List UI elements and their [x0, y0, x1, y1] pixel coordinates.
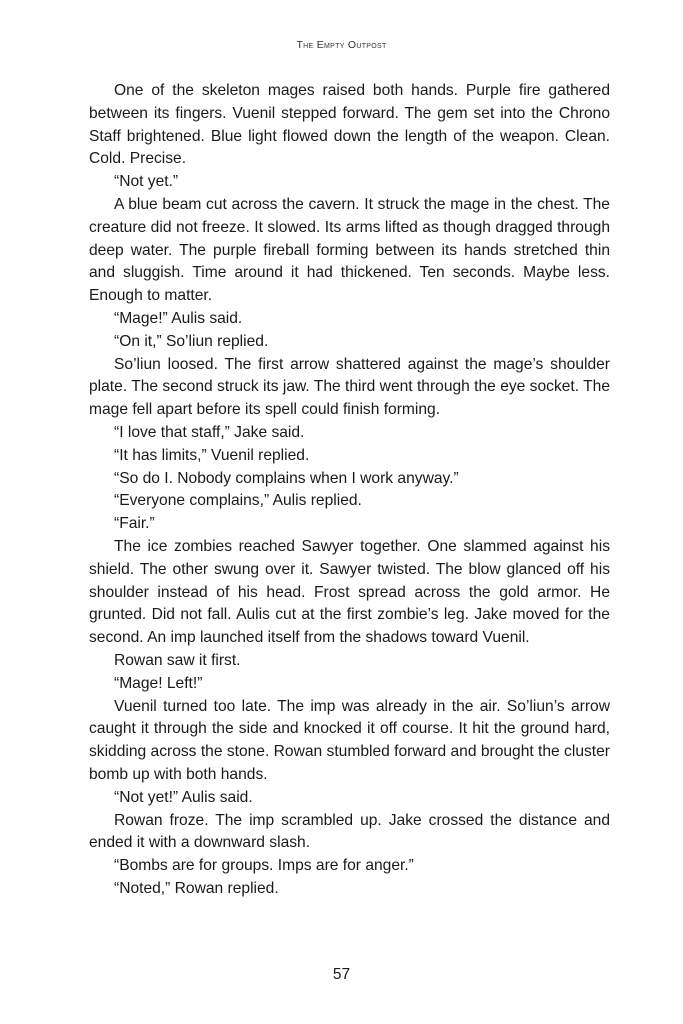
paragraph: “Fair.”: [114, 515, 155, 533]
body-text: [89, 80, 610, 901]
paragraph: Vuenil turned too late. The imp was already in the air. So’liun’s arrow caught it through the side and knocked it off course. It hit the ground hard, skidding across the stone. Rowan stumbled forward and brought the cluster bomb up with both hands.: [89, 697, 610, 783]
paragraph: “Not yet.”: [114, 173, 179, 191]
running-head: The Empty Outpost: [296, 39, 387, 51]
paragraph: “So do I. Nobody complains when I work anyway.”: [114, 469, 459, 487]
paragraph: So’liun loosed. The first arrow shattered against the mage’s shoulder plate. The second struck its jaw. The third went through the eye socket. The mage fell apart before its spell could finish forming.: [89, 355, 610, 419]
paragraph: “Mage!” Aulis said.: [114, 309, 243, 327]
paragraph: The ice zombies reached Sawyer together. One slammed against his shield. The other swung over it. Sawyer twisted. The blow glanced off his shoulder instead of his head. Frost spread across the gold armor. He grunted. Did not fall. Aulis cut at the first zombie’s leg. Jake moved for the second. An imp launched itself from the shadows toward Vuenil.: [89, 537, 610, 647]
paragraph: “Mage! Left!”: [114, 674, 203, 692]
paragraph: “I love that staff,” Jake said.: [114, 423, 305, 441]
paragraph: “Noted,” Rowan replied.: [114, 879, 279, 897]
paragraph: Rowan froze. The imp scrambled up. Jake crossed the distance and ended it with a downward slash.: [89, 811, 610, 852]
paragraph: “Everyone complains,” Aulis replied.: [114, 492, 362, 510]
page-number: 57: [332, 966, 351, 983]
paragraph: Rowan saw it first.: [114, 651, 241, 669]
paragraph: “Not yet!” Aulis said.: [114, 788, 253, 806]
paragraph: “On it,” So’liun replied.: [114, 332, 269, 350]
paragraph: “It has limits,” Vuenil replied.: [114, 446, 310, 464]
paragraph: “Bombs are for groups. Imps are for anger.”: [114, 857, 414, 875]
paragraph: One of the skeleton mages raised both hands. Purple fire gathered between its fingers. Vuenil stepped forward. The gem set into the Chrono Staff brightened. Blue light flowed down the length of the weapon. Clean. Cold. Precise.: [89, 82, 610, 168]
paragraph: A blue beam cut across the cavern. It struck the mage in the chest. The creature did not freeze. It slowed. Its arms lifted as though dragged through deep water. The purple fireball forming between its hands stretched thin and sluggish. Time around it had thickened. Ten seconds. Maybe less. Enough to matter.: [89, 195, 610, 305]
